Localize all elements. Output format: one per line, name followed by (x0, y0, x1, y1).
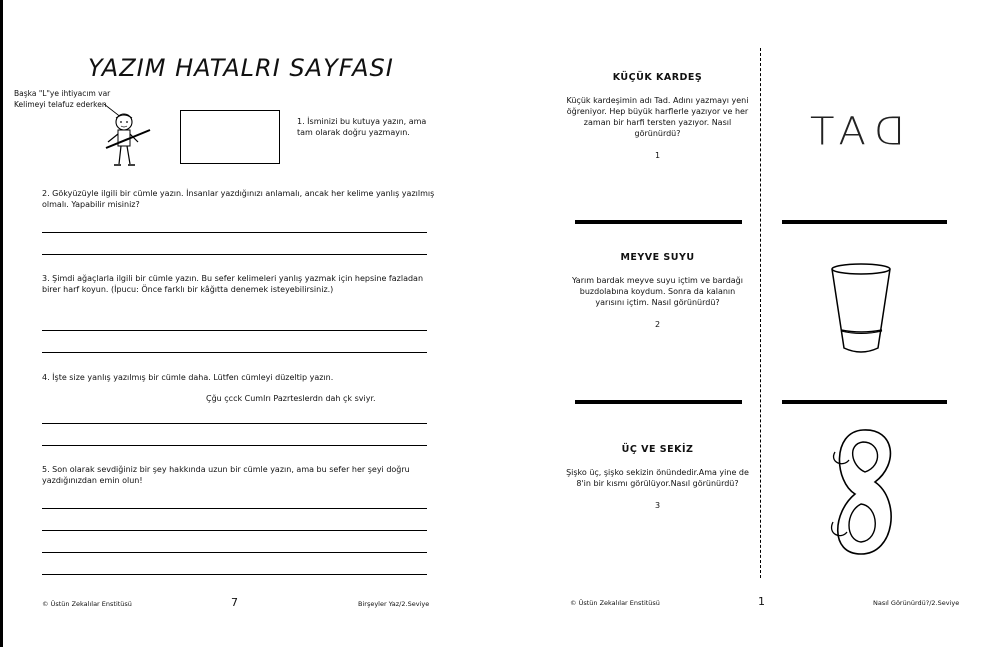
tad-drawing (810, 110, 905, 154)
page-number: 1 (758, 595, 765, 608)
page-number: 7 (231, 596, 238, 609)
caption-line-1: Başka "L"ye ihtiyacım var (14, 89, 111, 98)
cartoon-kid-illustration (94, 104, 164, 174)
name-answer-box[interactable] (180, 110, 280, 164)
footer-copyright: © Üstün Zekalılar Enstitüsü (570, 599, 660, 607)
question-4: 4. İşte size yanlış yazılmış bir cümle daha. Lütfen cümleyi düzeltip yazın. (42, 373, 334, 382)
page-title: YAZIM HATALRI SAYFASI (88, 54, 394, 82)
question-3: 3. Şimdi ağaçlarla ilgili bir cümle yazın. Bu sefer kelimeleri yanlış yazmak için hepsine fazladan birer harf koyun. (İpucu: Önce farklı bir kâğıtta denemek isteyebilirsiniz.) (42, 274, 424, 294)
section-divider (782, 220, 947, 224)
section-number: 3 (654, 501, 661, 510)
section-title: MEYVE SUYU (620, 252, 695, 263)
section-text: Şişko üç, şişko sekizin önündedir.Ama yine de 8'in bir kısmı görülüyor.Nasıl görünürdü? (566, 468, 749, 488)
caption-line-2: Kelimeyi telafuz ederken (14, 100, 107, 109)
tad-letter: D (869, 110, 905, 154)
answer-line[interactable] (42, 445, 427, 446)
section-title: KÜÇÜK KARDEŞ (612, 72, 703, 83)
section-divider (575, 400, 742, 404)
tad-letter: T (810, 110, 839, 154)
answer-line[interactable] (42, 254, 427, 255)
answer-line[interactable] (42, 423, 427, 424)
left-edge-border (0, 0, 3, 647)
answer-line[interactable] (42, 530, 427, 531)
section-divider (575, 220, 742, 224)
footer-series: Nasıl Görünürdü?/2.Seviye (873, 599, 960, 607)
juice-glass-illustration (825, 260, 897, 360)
section-number: 1 (654, 151, 661, 160)
answer-line[interactable] (42, 232, 427, 233)
tad-text (810, 110, 905, 154)
misspelled-sentence: Çğu çcck Cumlrı Pazrteslerdn dah çk sviyr. (206, 394, 376, 403)
question-1: 1. İsminizi bu kutuya yazın, ama tam olarak doğru yazmayın. (297, 117, 427, 137)
answer-line[interactable] (42, 352, 427, 353)
cut-line-dashed (760, 48, 761, 578)
footer-series: Birşeyler Yaz/2.Seviye (358, 600, 430, 608)
answer-line[interactable] (42, 552, 427, 553)
section-kucuk-kardes (565, 72, 750, 160)
section-text: Küçük kardeşimin adı Tad. Adını yazmayı yeni öğreniyor. Hep büyük harflerle yazıyor ve her zaman bir harfi tersten yazıyor. Nasıl görünürdü? (566, 96, 749, 138)
question-5: 5. Son olarak sevdiğiniz bir şey hakkında uzun bir cümle yazın, ama bu sefer her şeyi doğru yazdığınızdan emin olun! (42, 465, 410, 485)
three-and-eight-illustration (825, 422, 900, 562)
section-text: Yarım bardak meyve suyu içtim ve bardağı buzdolabına koydum. Sonra da kalanın yarısını içtim. Nasıl görünürdü? (572, 276, 743, 307)
section-uc-ve-sekiz (565, 444, 750, 510)
section-title: ÜÇ VE SEKİZ (621, 444, 694, 455)
footer-copyright: © Üstün Zekalılar Enstitüsü (42, 600, 132, 608)
answer-line[interactable] (42, 574, 427, 575)
answer-line[interactable] (42, 508, 427, 509)
section-divider (782, 400, 947, 404)
section-number: 2 (654, 320, 661, 329)
answer-line[interactable] (42, 330, 427, 331)
question-2: 2. Gökyüzüyle ilgili bir cümle yazın. İnsanlar yazdığınızı anlamalı, ancak her kelime yanlış yazılmış olmalı. Yapabilir misiniz? (42, 189, 435, 209)
section-meyve-suyu (565, 252, 750, 329)
tad-letter: A (838, 110, 870, 154)
